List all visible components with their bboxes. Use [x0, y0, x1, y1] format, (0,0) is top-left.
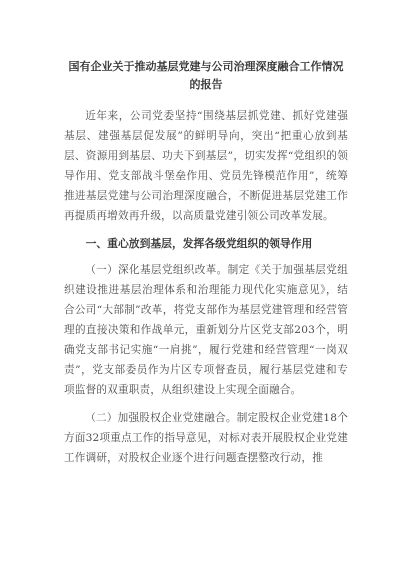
section-1-paragraph-1: （一）深化基层党组织改革。制定《关于加强基层党组织建设推进基层治理体系和治理能力现代化实施意见》，结合公司“大部制”改革，将党支部作为基层党建管理和经营管理的直接决策和作战单元，重新划分片区党支部203个，明确党支部书记实施“一肩挑”，履行党建和经营管理“一岗双责”，党支部委员作为片区专项督查员，履行基层党建和专项监督的双重职责，从组织建设上实现全面融合。	[64, 264, 348, 396]
intro-paragraph: 近年来，公司党委坚持“围绕基层抓党建、抓好党建强基层、建强基层促发展”的鲜明导向，突出“把重心放到基层、资源用到基层、功夫下到基层”，切实发挥“党组织的领导作用、党支部战斗堡垒作用、党员先锋模范作用”，统筹推进基层党建与公司治理深度融合，不断促进基层党建工作再提质再增效再升级，以高质量党建引领公司改革发展。	[64, 110, 348, 222]
document-title-line-2: 的报告	[189, 78, 223, 91]
document-title-line-1: 国有企业关于推动基层党建与公司治理深度融合工作情况	[68, 60, 344, 73]
document-title	[64, 58, 348, 94]
section-1-paragraph-2: （二）加强股权企业党建融合。制定股权企业党建18个方面32项重点工作的指导意见，对标对表开展股权企业党建工作调研，对股权企业逐个进行问题查摆整改行动，推	[64, 412, 348, 464]
section-1-heading: 一、重心放到基层，发挥各级党组织的领导作用	[85, 237, 313, 250]
document-page	[64, 58, 348, 476]
